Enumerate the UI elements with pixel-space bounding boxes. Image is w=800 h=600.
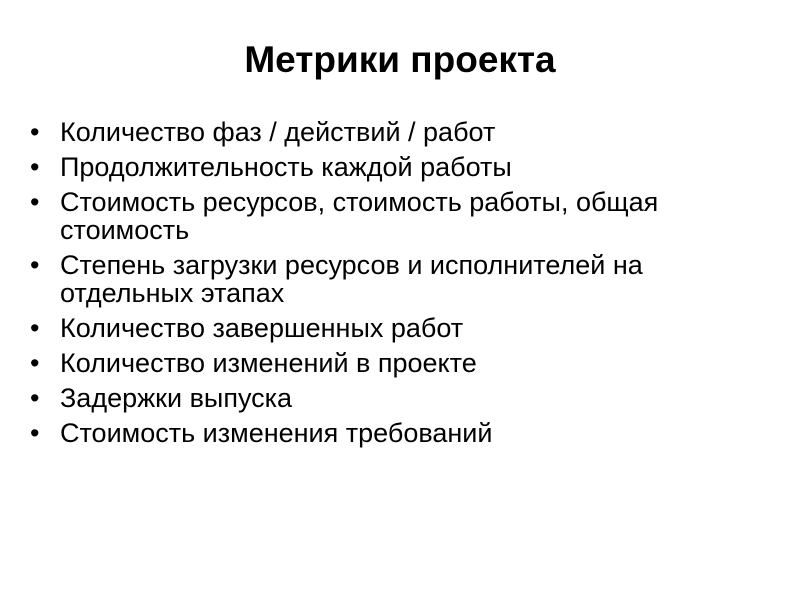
- list-item-text: Стоимость ресурсов, стоимость работы, общая стоимость: [60, 187, 659, 245]
- list-item-text: Задержки выпуска: [60, 383, 293, 413]
- bullet-icon: •: [30, 117, 40, 147]
- list-item: [30, 188, 770, 244]
- list-item-text: Количество фаз / действий / работ: [60, 117, 496, 147]
- list-item-text: Количество завершенных работ: [60, 313, 464, 343]
- bullet-icon: •: [30, 383, 40, 413]
- list-item-text: Степень загрузки ресурсов и исполнителей на отдельных этапах: [60, 250, 643, 308]
- list-item: [30, 118, 770, 146]
- bullet-icon: •: [30, 348, 40, 378]
- list-item: [30, 384, 770, 412]
- list-item: [30, 419, 770, 447]
- list-item-text: Продолжительность каждой работы: [60, 152, 512, 182]
- list-item: [30, 349, 770, 377]
- list-item: [30, 314, 770, 342]
- bullet-icon: •: [30, 250, 40, 280]
- list-item: [30, 251, 770, 307]
- list-item: [30, 153, 770, 181]
- list-item-text: Количество изменений в проекте: [60, 348, 477, 378]
- list-item-text: Стоимость изменения требований: [60, 418, 493, 448]
- bullet-icon: •: [30, 187, 40, 217]
- bullet-icon: •: [30, 418, 40, 448]
- bullet-icon: •: [30, 152, 40, 182]
- bullet-list: [30, 118, 770, 454]
- slide-title: Метрики проекта: [244, 39, 556, 80]
- bullet-icon: •: [30, 313, 40, 343]
